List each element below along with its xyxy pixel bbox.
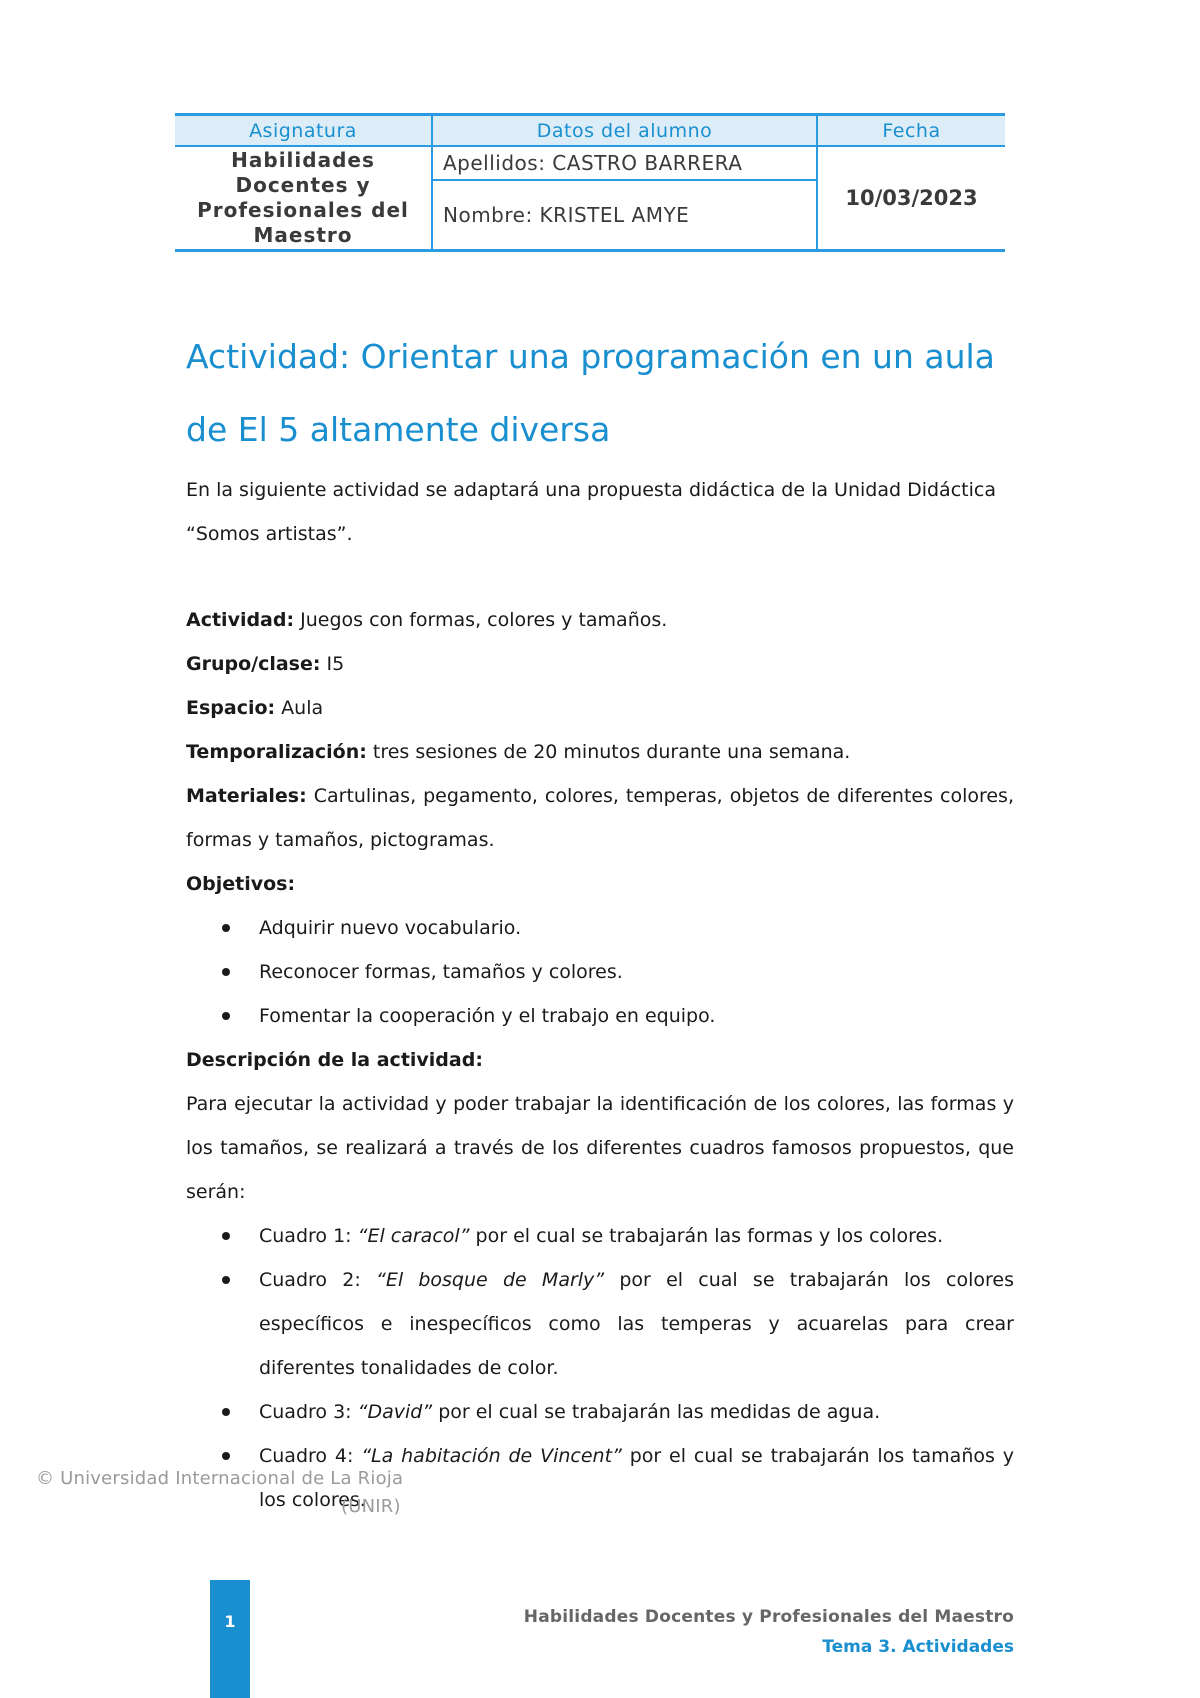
copyright-notice xyxy=(36,1468,404,1517)
list-item: Fomentar la cooperación y el trabajo en equipo. xyxy=(186,994,1014,1038)
descripcion-label: Descripción de la actividad: xyxy=(186,1049,483,1071)
list-item xyxy=(186,1258,1014,1390)
objetivos-list xyxy=(186,906,1014,1038)
header-col-student: Datos del alumno xyxy=(432,115,817,147)
page-number: 1 xyxy=(210,1580,250,1698)
document-date: 10/03/2023 xyxy=(817,146,1005,251)
actividad-label: Actividad: xyxy=(186,609,295,631)
intro-line-1: En la siguiente actividad se adaptará una propuesta didáctica de la Unidad Didáctica xyxy=(186,479,996,501)
cuadro-title: “El caracol” xyxy=(357,1225,470,1247)
cuadro-prefix: Cuadro 2: xyxy=(259,1269,376,1291)
grupo-field xyxy=(186,642,1014,686)
espacio-field xyxy=(186,686,1014,730)
student-apellidos: Apellidos: CASTRO BARRERA xyxy=(432,146,817,180)
cuadro-title: “El bosque de Marly” xyxy=(375,1269,605,1291)
page-title xyxy=(186,320,1014,466)
grupo-label: Grupo/clase: xyxy=(186,653,321,675)
cuadro-prefix: Cuadro 3: xyxy=(259,1401,358,1423)
subject-name: Habilidades Docentes y Profesionales del Maestro xyxy=(175,146,432,251)
espacio-label: Espacio: xyxy=(186,697,276,719)
title-line-2: de El 5 altamente diversa xyxy=(186,410,611,449)
materiales-value: Cartulinas, pegamento, colores, temperas, objetos de diferentes colores, formas y tamaños, pictogramas. xyxy=(186,785,1014,851)
temporalizacion-value: tres sesiones de 20 minutos durante una semana. xyxy=(366,741,851,763)
list-item xyxy=(186,1214,1014,1258)
materiales-label: Materiales: xyxy=(186,785,307,807)
cuadro-prefix: Cuadro 4: xyxy=(259,1445,362,1467)
cuadro-title: “David” xyxy=(357,1401,433,1423)
cuadro-prefix: Cuadro 1: xyxy=(259,1225,358,1247)
materiales-field xyxy=(186,774,1014,862)
header-table xyxy=(175,113,1005,252)
cuadro-desc: por el cual se trabajarán las formas y los colores. xyxy=(469,1225,944,1247)
intro-line-2: “Somos artistas”. xyxy=(186,523,353,545)
copyright-line-1: © Universidad Internacional de La Rioja xyxy=(36,1468,404,1489)
espacio-value: Aula xyxy=(275,697,324,719)
copyright-line-2: (UNIR) xyxy=(341,1496,401,1517)
header-col-date: Fecha xyxy=(817,115,1005,147)
student-nombre: Nombre: KRISTEL AMYE xyxy=(432,180,817,251)
footer-subtitle: Tema 3. Actividades xyxy=(822,1637,1014,1657)
intro-paragraph xyxy=(186,468,1014,556)
cuadro-title: “La habitación de Vincent” xyxy=(361,1445,622,1467)
cuadro-desc: por el cual se trabajarán las medidas de agua. xyxy=(432,1401,881,1423)
header-col-subject: Asignatura xyxy=(175,115,432,147)
objetivos-label: Objetivos: xyxy=(186,873,296,895)
temporalizacion-field xyxy=(186,730,1014,774)
cuadro-desc: por el cual se trabajarán los colores específicos e inespecíficos como las temperas y acuarelas para crear diferentes tonalidades de color. xyxy=(259,1269,1014,1379)
temporalizacion-label: Temporalización: xyxy=(186,741,367,763)
list-item: Adquirir nuevo vocabulario. xyxy=(186,906,1014,950)
actividad-value: Juegos con formas, colores y tamaños. xyxy=(294,609,668,631)
list-item xyxy=(186,1390,1014,1434)
document-body xyxy=(186,320,1014,1522)
list-item: Reconocer formas, tamaños y colores. xyxy=(186,950,1014,994)
grupo-value: I5 xyxy=(320,653,345,675)
actividad-field xyxy=(186,598,1014,642)
cuadro-desc: por el cual se trabajarán los tamaños y los colores. xyxy=(259,1445,1014,1511)
footer-title: Habilidades Docentes y Profesionales del Maestro xyxy=(523,1607,1014,1627)
title-line-1: Actividad: Orientar una programación en un aula xyxy=(186,337,995,376)
descripcion-text: Para ejecutar la actividad y poder trabajar la identificación de los colores, las formas y los tamaños, se realizará a través de los diferentes cuadros famosos propuestos, que serán: xyxy=(186,1093,1014,1203)
